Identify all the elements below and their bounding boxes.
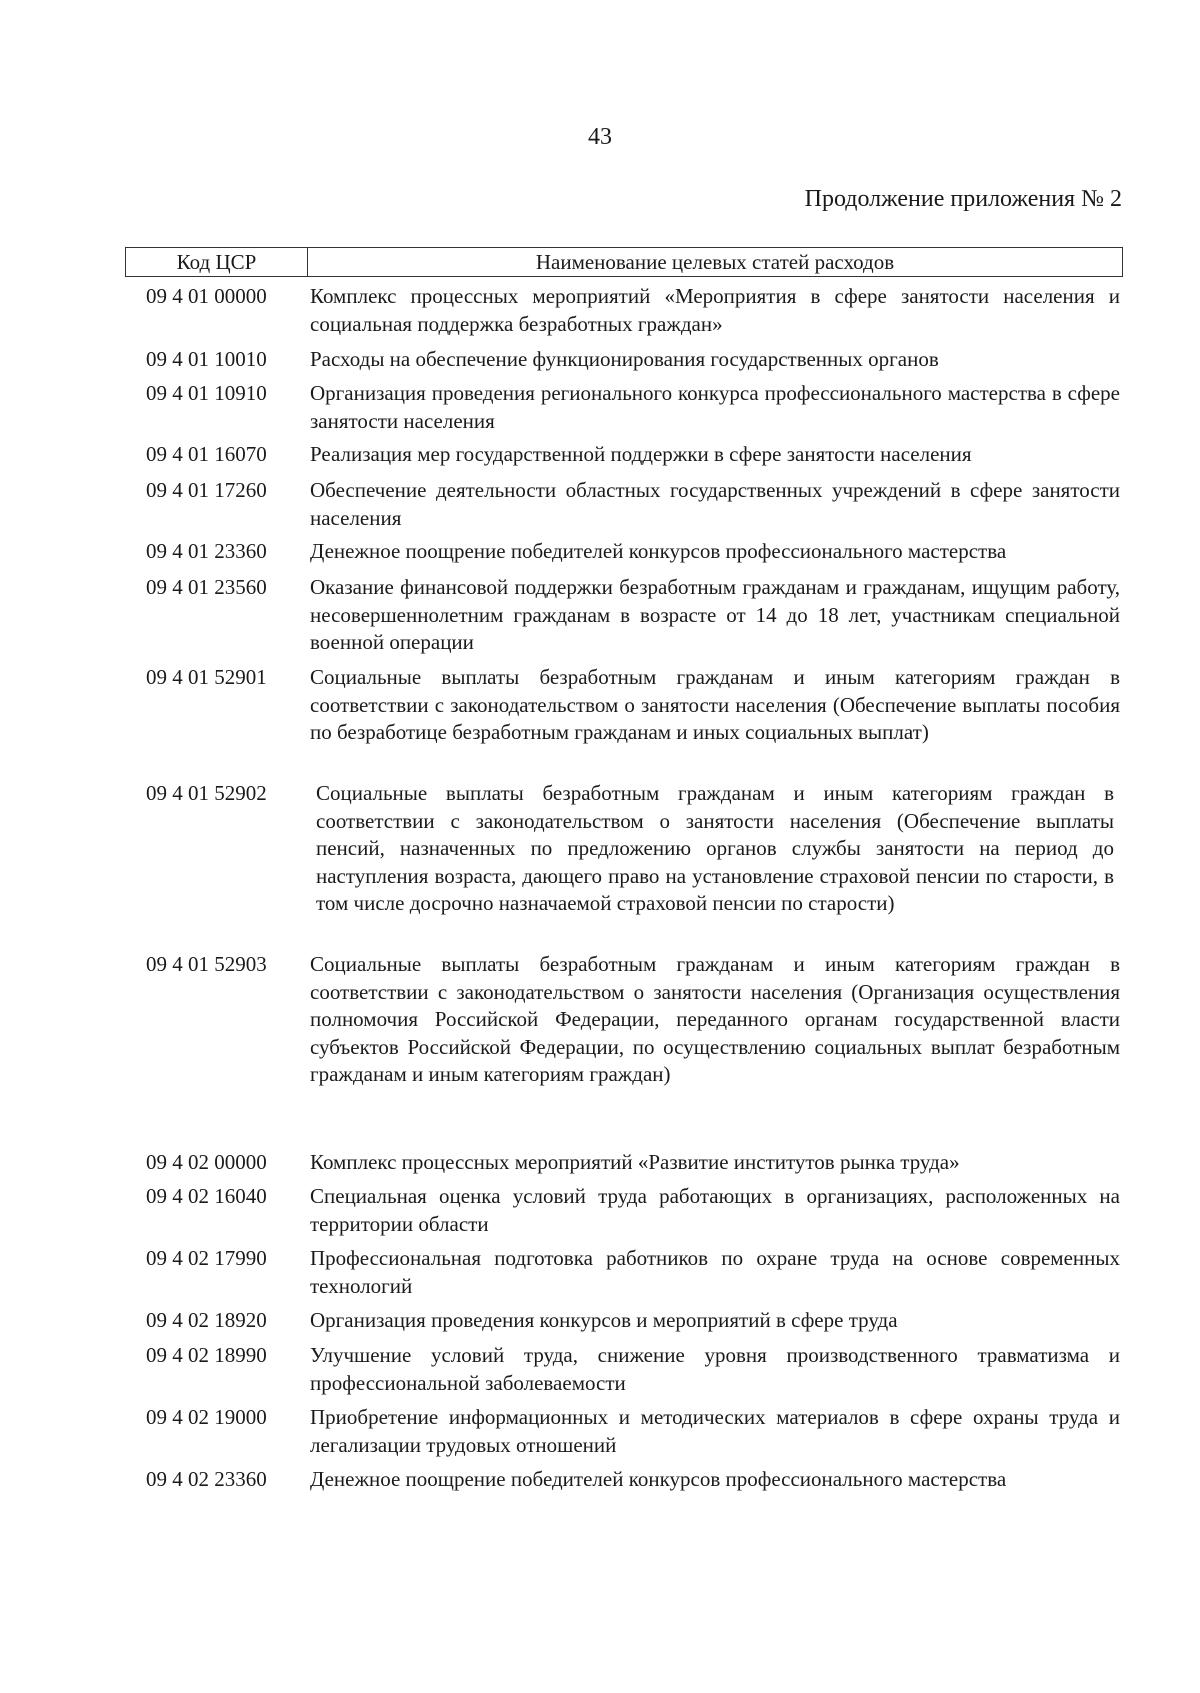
row-code: 09 4 02 23360 <box>146 1467 267 1491</box>
row-code: 09 4 01 16070 <box>146 442 267 466</box>
row-name: Специальная оценка условий труда работающих в организациях, расположенных на территории области <box>310 1184 1120 1236</box>
row-code: 09 4 02 16040 <box>146 1184 267 1208</box>
row-code: 09 4 01 23360 <box>146 539 267 563</box>
row-name: Профессиональная подготовка работников по охране труда на основе современных технологий <box>310 1246 1120 1298</box>
row-name: Организация проведения конкурсов и мероприятий в сфере труда <box>310 1308 898 1332</box>
appendix-note: Продолжение приложения № 2 <box>804 186 1122 212</box>
row-code: 09 4 02 17990 <box>146 1246 267 1270</box>
row-name: Приобретение информационных и методических материалов в сфере охраны труда и легализации трудовых отношений <box>310 1405 1120 1457</box>
row-code: 09 4 01 10910 <box>146 381 267 405</box>
row-name: Оказание финансовой поддержки безработным гражданам и гражданам, ищущим работу, несовершеннолетним гражданам в возрасте от 14 до 18 лет, участникам специальной военной операции <box>310 575 1120 654</box>
row-code: 09 4 01 10010 <box>146 347 267 371</box>
header-code-column: Код ЦСР <box>126 248 308 276</box>
row-code: 09 4 02 19000 <box>146 1405 267 1429</box>
row-name: Расходы на обеспечение функционирования государственных органов <box>310 347 939 371</box>
row-name: Реализация мер государственной поддержки в сфере занятости населения <box>310 442 972 466</box>
header-name-column: Наименование целевых статей расходов <box>535 250 895 274</box>
row-code: 09 4 01 23560 <box>146 575 267 599</box>
row-code: 09 4 02 00000 <box>146 1150 267 1174</box>
row-name: Комплекс процессных мероприятий «Развитие институтов рынка труда» <box>310 1150 960 1174</box>
row-name: Социальные выплаты безработным гражданам и иным категориям граждан в соответствии с законодательством о занятости населения (Организация осуществления полномочия Российской Федерации, переданного органам государственной власти субъектов Российской Федерации, по осуществлению социальных выплат безработным гражданам и иным категориям граждан) <box>310 952 1120 1086</box>
row-code: 09 4 01 52902 <box>146 781 267 805</box>
row-code: 09 4 01 17260 <box>146 478 267 502</box>
row-name: Социальные выплаты безработным гражданам и иным категориям граждан в соответствии с законодательством о занятости населения (Обеспечение выплаты пособия по безработице безработным гражданам и иных социальных выплат) <box>310 665 1120 744</box>
row-name: Организация проведения регионального конкурса профессионального мастерства в сфере занятости населения <box>310 381 1120 433</box>
page-number: 43 <box>588 124 612 150</box>
row-code: 09 4 01 52903 <box>146 952 267 976</box>
row-name: Денежное поощрение победителей конкурсов профессионального мастерства <box>310 539 1007 563</box>
row-name: Улучшение условий труда, снижение уровня производственного травматизма и профессиональной заболеваемости <box>310 1343 1120 1395</box>
row-name: Обеспечение деятельности областных государственных учреждений в сфере занятости населения <box>310 478 1120 530</box>
row-name: Денежное поощрение победителей конкурсов профессионального мастерства <box>310 1467 1007 1491</box>
row-name: Социальные выплаты безработным гражданам и иным категориям граждан в соответствии с законодательством о занятости населения (Обеспечение выплаты пенсий, назначенных по предложению органов службы занятости на период до наступления возраста, дающего право на установление страховой пенсии по старости, в том числе досрочно назначаемой страховой пенсии по старости) <box>316 781 1114 915</box>
row-code: 09 4 01 52901 <box>146 665 267 689</box>
table-header <box>125 247 1123 277</box>
row-code: 09 4 02 18920 <box>146 1308 267 1332</box>
row-code: 09 4 02 18990 <box>146 1343 267 1367</box>
row-code: 09 4 01 00000 <box>146 284 267 308</box>
row-name: Комплекс процессных мероприятий «Мероприятия в сфере занятости населения и социальная поддержка безработных граждан» <box>310 284 1120 336</box>
